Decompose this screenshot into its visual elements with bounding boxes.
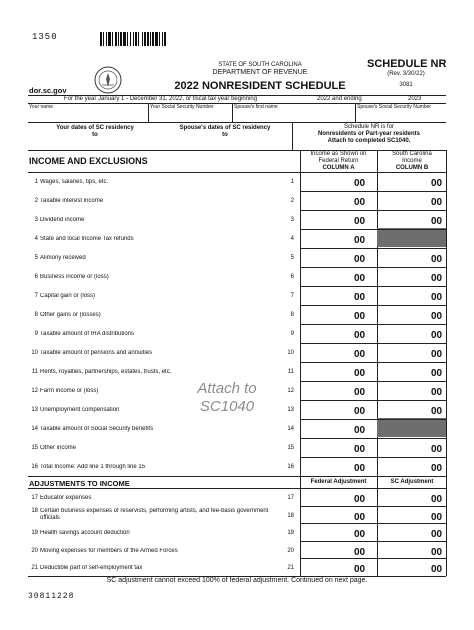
your-residency-label: Your dates of SC residency — [56, 125, 134, 131]
col-a-input[interactable]: 00 — [354, 292, 366, 303]
income-line-9 — [0, 324, 474, 343]
income-line-8 — [0, 305, 474, 324]
col-b-input[interactable]: 00 — [431, 216, 443, 227]
line-ref: 15 — [287, 445, 294, 451]
line-number: 9 — [34, 331, 38, 337]
nr-note-2: Nonresidents or Part-year residents — [317, 131, 421, 137]
income-line-3 — [0, 210, 474, 229]
form-code-top: 1350 — [32, 32, 58, 42]
col-b-input[interactable]: 00 — [431, 349, 443, 360]
col-a-label-1: Income as Shown on — [310, 151, 367, 157]
line-label — [40, 548, 285, 555]
col-a-input[interactable]: 00 — [354, 216, 366, 227]
line-ref: 19 — [287, 530, 294, 537]
spouse-residency-label: Spouse's dates of SC residency — [179, 125, 271, 131]
state-seal-icon — [94, 66, 122, 94]
line-number: 7 — [34, 293, 38, 299]
line-label — [40, 495, 285, 502]
website: dor.sc.gov — [29, 86, 67, 95]
fed-adjust-input[interactable]: 00 — [354, 494, 366, 505]
line-ref: 20 — [287, 547, 294, 554]
line-ref: 3 — [290, 217, 294, 223]
sc-adjust-input[interactable]: 00 — [431, 511, 443, 523]
col-a-input[interactable]: 00 — [354, 349, 366, 360]
line-number: 18 — [31, 507, 38, 514]
line-number: 2 — [34, 198, 38, 204]
col-a-input[interactable]: 00 — [354, 273, 366, 284]
line-number: 8 — [34, 312, 38, 318]
income-line-10 — [0, 343, 474, 362]
fed-adjust-input[interactable]: 00 — [354, 511, 366, 523]
line-label: Taxable amount of pensions and annuities — [40, 350, 153, 356]
col-a-input[interactable]: 00 — [354, 330, 366, 341]
form-title: 2022 NONRESIDENT SCHEDULE — [174, 80, 346, 92]
department-name: DEPARTMENT OF REVENUE — [212, 69, 308, 76]
line-label — [40, 508, 285, 522]
col-a-input[interactable]: 00 — [354, 368, 366, 379]
field-your-name[interactable]: Your name — [29, 104, 53, 110]
line-number: 20 — [31, 547, 38, 554]
col-b-input[interactable]: 00 — [431, 178, 443, 189]
line-ref: 4 — [290, 236, 294, 242]
line-ref: 17 — [287, 495, 294, 501]
line-number: 21 — [31, 565, 38, 572]
line-label: Alimony received — [40, 255, 86, 261]
line-label-text: Health savings account deduction — [40, 530, 130, 537]
sc-adjust-input[interactable]: 00 — [431, 546, 443, 558]
col-a-input[interactable]: 00 — [354, 197, 366, 208]
line-label: Taxable amount of IRA distributions — [40, 331, 135, 337]
adj-col-a-label: Federal Adjustment — [310, 479, 367, 485]
nr-note-1: Schedule NR is for — [343, 124, 395, 130]
adjust-line-20 — [0, 541, 474, 560]
col-b-input[interactable]: 00 — [431, 311, 443, 322]
adjust-line-17 — [0, 488, 474, 507]
line-ref: 18 — [287, 512, 294, 519]
line-label: Taxable amount of Social Security benefits — [40, 426, 154, 432]
adjust-line-19 — [0, 523, 474, 542]
line-label-text: Certain business expenses of reservists, performing artists, and fee-basis government — [40, 507, 269, 514]
line-label: Rents, royalties, partnerships, estates, trusts, etc. — [40, 369, 172, 375]
line-number: 5 — [34, 255, 38, 261]
income-line-16 — [0, 457, 474, 476]
line-number: 4 — [34, 236, 38, 242]
form-number: 3081 — [399, 82, 413, 88]
income-line-1 — [0, 172, 474, 191]
col-b-input[interactable]: 00 — [431, 406, 443, 417]
col-a-input[interactable]: 00 — [354, 235, 366, 246]
col-b-label-3: COLUMN B — [395, 165, 429, 171]
income-line-11 — [0, 362, 474, 381]
line-ref: 5 — [290, 255, 294, 261]
income-line-6 — [0, 267, 474, 286]
line-label-text-2: officials — [40, 514, 60, 521]
income-line-2 — [0, 191, 474, 210]
field-spouse-name[interactable]: Spouse's first name — [234, 104, 278, 110]
col-a-input[interactable]: 00 — [354, 178, 366, 189]
line-number: 3 — [34, 217, 38, 223]
state-name: STATE OF SOUTH CAROLINA — [218, 62, 302, 68]
revision-date: (Rev. 3/30/22) — [387, 71, 425, 77]
col-b-label-1: South Carolina — [392, 151, 432, 157]
line-ref: 8 — [290, 312, 294, 318]
tax-year-text: For the year January 1 - December 31, 2022, or fiscal tax year beginning — [64, 96, 258, 102]
line-label: Farm income or (loss) — [40, 388, 99, 394]
col-b-input[interactable]: 00 — [431, 273, 443, 284]
spouse-residency-to: to — [222, 132, 228, 138]
col-a-input[interactable]: 00 — [354, 406, 366, 417]
income-line-14 — [0, 419, 474, 438]
line-label: Business income or (loss) — [40, 274, 109, 280]
col-a-input[interactable]: 00 — [354, 444, 366, 455]
col-a-input[interactable]: 00 — [354, 463, 366, 474]
income-line-5 — [0, 248, 474, 267]
line-label-text: Educator expenses — [40, 495, 92, 501]
barcode — [100, 32, 208, 46]
line-ref: 9 — [290, 331, 294, 337]
fed-adjust-input[interactable]: 00 — [354, 546, 366, 558]
line-number: 10 — [31, 350, 38, 356]
footer-note: SC adjustment cannot exceed 100% of federal adjustment. Continued on next page. — [106, 577, 368, 584]
col-b-input[interactable]: 00 — [431, 444, 443, 455]
line-ref: 10 — [287, 350, 294, 356]
line-number: 11 — [31, 369, 38, 375]
tax-year-mid: 2022 and ending — [317, 96, 362, 102]
your-residency-to: to — [92, 132, 98, 138]
col-a-input[interactable]: 00 — [354, 387, 366, 398]
line-label: Capital gain or (loss) — [40, 293, 96, 299]
line-ref: 21 — [287, 565, 294, 572]
col-a-input[interactable]: 00 — [354, 311, 366, 322]
line-label: Other gains or (losses) — [40, 312, 101, 318]
line-number: 16 — [31, 464, 38, 470]
nr-note-3: Attach to completed SC1040. — [327, 138, 411, 144]
line-label: Taxable interest income — [40, 198, 104, 204]
line-number: 19 — [31, 530, 38, 537]
line-number: 15 — [31, 445, 38, 451]
line-ref: 2 — [290, 198, 294, 204]
sc-adjust-input[interactable]: 00 — [431, 564, 443, 576]
line-label: Other income — [40, 445, 77, 451]
line-ref: 13 — [287, 407, 294, 413]
line-ref: 1 — [290, 179, 294, 185]
col-b-label-2: Income — [402, 158, 422, 164]
line-ref: 12 — [287, 388, 294, 394]
col-a-input[interactable]: 00 — [354, 254, 366, 265]
col-b-input[interactable]: 00 — [431, 197, 443, 208]
col-a-input[interactable]: 00 — [354, 425, 366, 436]
fed-adjust-input[interactable]: 00 — [354, 564, 366, 576]
line-number: 12 — [31, 388, 38, 394]
line-ref: 6 — [290, 274, 294, 280]
col-a-label-2: Federal Return — [318, 158, 359, 164]
line-label — [40, 565, 285, 572]
line-label — [40, 530, 285, 537]
watermark-line-2: SC1040 — [199, 398, 255, 415]
income-line-15 — [0, 438, 474, 457]
adjust-line-18 — [0, 506, 474, 525]
col-b-input[interactable]: 00 — [431, 368, 443, 379]
schedule-title: SCHEDULE NR — [367, 58, 447, 70]
line-label: Total Income: Add line 1 through line 15 — [40, 464, 146, 470]
line-number: 6 — [34, 274, 38, 280]
line-number: 17 — [31, 495, 38, 501]
field-your-ssn[interactable]: Your Social Security Number — [150, 104, 214, 110]
adj-col-b-label: SC Adjustment — [390, 479, 434, 485]
col-b-input[interactable]: 00 — [431, 292, 443, 303]
field-spouse-ssn[interactable]: Spouse's Social Security Number — [357, 104, 432, 110]
income-line-7 — [0, 286, 474, 305]
line-label-text: Moving expenses for members of the Armed Forces — [40, 547, 178, 554]
col-b-input[interactable]: 00 — [431, 387, 443, 398]
line-label: State and local Income Tax refunds — [40, 236, 134, 242]
col-a-label-3: COLUMN A — [322, 165, 355, 171]
line-ref: 16 — [287, 464, 294, 470]
col-b-input[interactable]: 00 — [431, 254, 443, 265]
watermark-line-1: Attach to — [197, 380, 257, 397]
fed-adjust-input[interactable]: 00 — [354, 529, 366, 541]
income-line-4 — [0, 229, 474, 248]
form-code-bottom: 30811228 — [28, 592, 75, 601]
line-label: Dividend income — [40, 217, 85, 223]
section-adjustments-title: ADJUSTMENTS TO INCOME — [29, 479, 130, 488]
sc-adjust-input[interactable]: 00 — [431, 494, 443, 505]
line-label-text: Deductible part of self-employment tax — [40, 565, 143, 572]
line-ref: 11 — [287, 369, 294, 375]
line-number: 1 — [34, 179, 38, 185]
adjust-line-21 — [0, 558, 474, 577]
col-b-input[interactable]: 00 — [431, 463, 443, 474]
section-income-title: INCOME AND EXCLUSIONS — [29, 156, 148, 166]
line-number: 14 — [31, 426, 38, 432]
col-b-input[interactable]: 00 — [431, 330, 443, 341]
line-number: 13 — [31, 407, 38, 413]
sc-adjust-input[interactable]: 00 — [431, 529, 443, 541]
line-label: Unemployment compensation — [40, 407, 120, 413]
line-ref: 7 — [290, 293, 294, 299]
line-label: Wages, salaries, tips, etc. — [40, 179, 109, 185]
tax-year-end: 2023 — [408, 96, 422, 102]
line-ref: 14 — [287, 426, 294, 432]
